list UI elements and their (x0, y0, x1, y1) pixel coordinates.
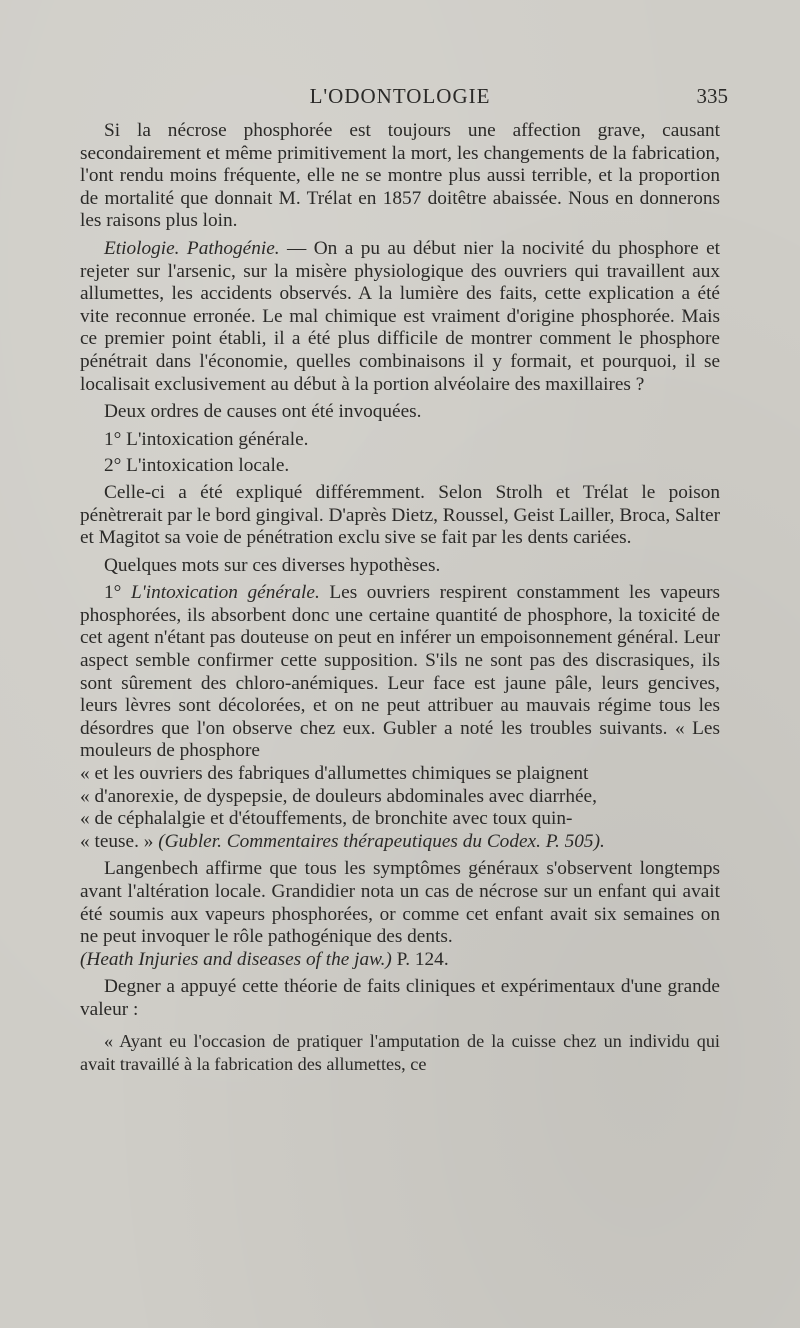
paragraph-intoxication-generale-text: Les ouvriers respirent constamment les vapeurs phosphorées, ils absorbent donc une certaine quantité de phosphore, la toxicité de cet agent n'étant pas douteuse on peut en inférer un empoisonnement général. Leur aspect semble confirmer cette supposition. S'ils ne sont pas des discrasiques, ils sont sûrement des chloro-anémiques. Leur face est jaune pâle, leurs gencives, leurs lèvres sont décolorées, et on ne peut attribuer au mauvais régime tous les désordres que l'on observe chez eux. Gubler a noté les troubles suivants. (80, 582, 720, 739)
list-item-intoxication-locale: 2° L'intoxication locale. (104, 455, 290, 477)
running-title: L'ODONTOLOGIE (309, 84, 491, 108)
paragraph-intoxication-generale (80, 582, 720, 853)
body-text (80, 120, 720, 1081)
paragraph-celle-ci: Celle-ci a été expliqué différemment. Selon Strolh et Trélat le poison pénètrerait par le bord gingival. D'après Dietz, Roussel, Geist Lailler, Broca, Salter et Magitot sa voie de pénétration exclu sive se fait par les dents cariées. (80, 481, 720, 549)
quote-line-5: « teuse. » (80, 830, 154, 852)
citation-heath-page: P. 124. (391, 948, 449, 970)
paragraph-quelques-mots: Quelques mots sur ces diverses hypothèses. (104, 554, 441, 576)
section-heading-intoxication-generale: L'intoxication générale. (130, 582, 320, 604)
paragraph-intoxication-generale-prefix: 1° (104, 582, 131, 604)
quote-line-3: « d'anorexie, de dyspepsie, de douleurs abdominales avec diarrhée, (80, 785, 597, 807)
quote-line-1: « Les mouleurs de phosphore (80, 717, 720, 762)
quote-line-4: « de céphalalgie et d'étouffements, de bronchite avec toux quin- (80, 808, 573, 830)
paragraph-langenbech (80, 858, 720, 971)
list-item-intoxication-generale: 1° L'intoxication générale. (104, 428, 309, 450)
paragraph-necrose-intro: Si la nécrose phosphorée est toujours une affection grave, causant secondairement et même primitivement la mort, les changements de la fabrication, l'ont rendu moins fréquente, elle ne se montre plus aussi terrible, et la proportion de mortalité que donnait M. Trélat en 1857 doitêtre abaissée. Nous en donnerons les raisons plus loin. (80, 120, 720, 232)
citation-heath: (Heath Injuries and diseases of the jaw.) (80, 948, 392, 970)
page-number: 335 (696, 84, 728, 108)
page-header (80, 84, 728, 114)
citation-gubler: (Gubler. Commentaires thérapeutiques du Codex. P. 505). (158, 830, 605, 852)
paragraph-degner: Degner a appuyé cette théorie de faits cliniques et expérimentaux d'une grande valeur : (80, 976, 720, 1020)
quote-line-2: « et les ouvriers des fabriques d'allumettes chimiques se plaignent (80, 763, 589, 785)
paragraph-etiologie (80, 238, 720, 396)
paragraph-etiologie-text: — On a pu au début nier la nocivité du phosphore et rejeter sur l'arsenic, sur la misère physiologique des ouvriers qui travaillent aux allumettes, les accidents observés. A la lumière des faits, cette explication a été vite reconnue erronée. Le mal chimique est vraiment d'origine phosphorée. Mais ce premier point établi, il a été plus difficile de montrer comment le phosphore pénétrait dans l'économie, quelles combinaisons il y formait, et pourquoi, il se localisait exclusivement au début à la portion alvéolaire des maxillaires ? (80, 237, 720, 395)
paragraph-langenbech-text: Langenbech affirme que tous les symptômes généraux s'observent longtemps avant l'altération locale. Grandidier nota un cas de nécrose sur un enfant qui avait été soumis aux vapeurs phosphorées, or comme cet enfant avait six semaines on ne peut invoquer le rôle pathogénique des dents. (80, 858, 720, 948)
paragraph-quote-amputation: « Ayant eu l'occasion de pratiquer l'amputation de la cuisse chez un individu qui avait travaillé à la fabrication des allumettes, ce (80, 1030, 720, 1074)
paragraph-deux-ordres: Deux ordres de causes ont été invoquées. (104, 401, 422, 423)
section-heading-etiologie: Etiologie. Pathogénie. (104, 237, 280, 259)
